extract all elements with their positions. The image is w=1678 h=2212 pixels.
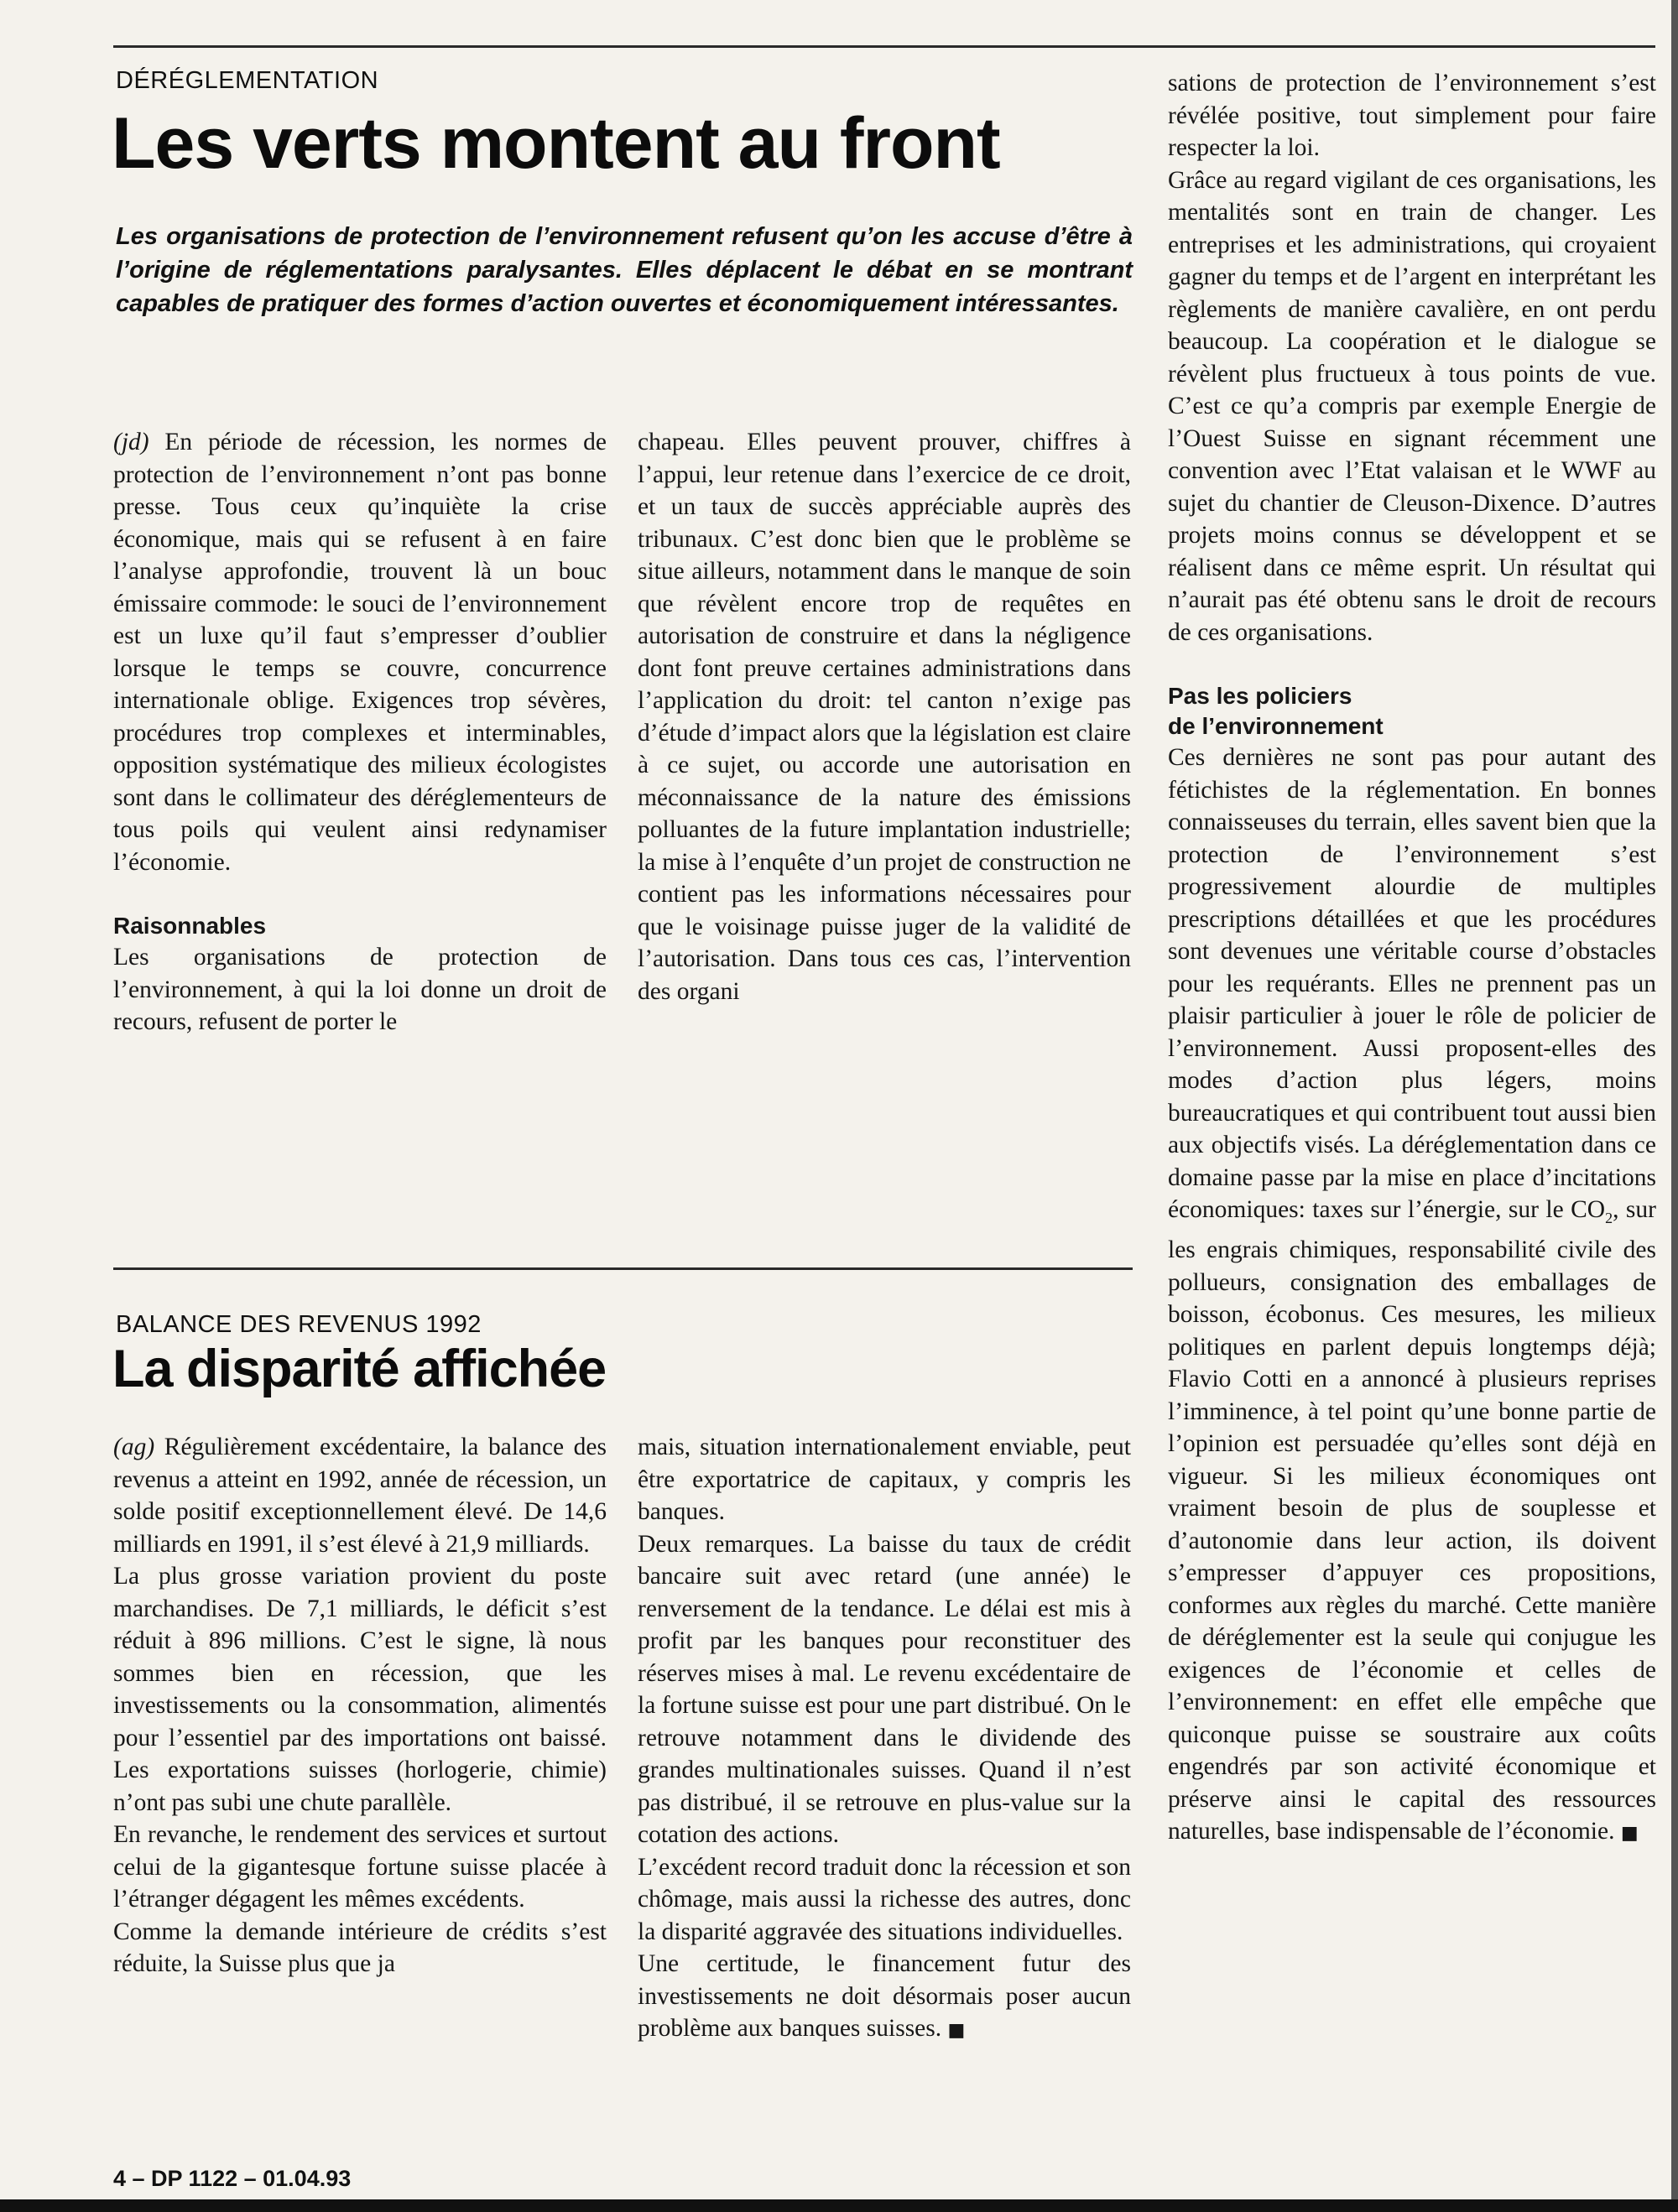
article2-paragraph-1: (ag) Régulièrement excédentaire, la balance des revenus a atteint en 1992, année de récession, un solde positif exceptionnellement élevé. De 14,6 milliards en 1991, il s’est élevé à 21,9 milliards. (113, 1434, 607, 1558)
article2-paragraph-6: L’excédent record traduit donc la récession et son chômage, mais aussi la richesse des autres, donc la disparité aggravée des situations individuelles. (638, 1853, 1131, 1945)
article1-paragraph-2b: chapeau. Elles peuvent prouver, chiffres à l’appui, leur retenue dans l’exercice de ce droit, et un taux de succès appréciable auprès des tribunaux. C’est donc bien que le problème se situe ailleurs, notamment dans le manque de soin que révèlent encore trop de requêtes en autorisation de construire et dans la négligence dont font preuve certaines administrations dans l’application du droit: tel canton n’exige pas d’étude d’impact alors que la législation est claire à ce sujet, ou accorde une autorisation en méconnaissance de la nature des émissions polluantes de la future implantation industrielle; la mise à l’enquête d’un projet de construction ne contient pas les informations nécessaires pour que le voisinage puisse juger de la validité de l’autorisation. Dans tous ces cas, l’intervention des organi (638, 429, 1131, 1005)
article2-paragraph-7: Une certitude, le financement futur des investissements ne doit désormais poser aucun problème aux banques suisses. ■ (638, 1950, 1131, 2042)
article2-column-1 (113, 1431, 607, 1980)
article1-paragraph-3: Grâce au regard vigilant de ces organisations, les mentalités sont en train de changer. Les entreprises et les administrations, qui croyaient gagner du temps et de l’argent en interprétant les règlements de manière cavalière, en ont perdu beaucoup. La coopération et le dialogue se révèlent plus fructueux à tous points de vue. C’est ce qu’a compris par exemple Energie de l’Ouest Suisse en signant récemment une convention avec l’Etat valaisan et le WWF au sujet du chantier de Cleuson-Dixence. D’autres projets moins connus se développent et se réalisent dans ce même esprit. Un résultat qui n’aurait pas été obtenu sans le droit de recours de ces organisations. (1168, 166, 1656, 646)
article2-paragraph-4b: mais, situation internationalement enviable, peut être exportatrice de capitaux, y compris les banques. (638, 1434, 1131, 1525)
top-rule (113, 45, 1655, 48)
article1-column-3 (1168, 67, 1656, 1850)
article1-column-2 (638, 426, 1131, 1007)
article2-paragraph-4a: Comme la demande intérieure de crédits s’est réduite, la Suisse plus que ja (113, 1918, 607, 1977)
article2-paragraph-2: La plus grosse variation provient du poste marchandises. De 7,1 milliards, le déficit s’est réduit à 896 millions. C’est le signe, là nous sommes bien en récession, que les investissements ou la consommation, alimentés pour l’essentiel par des importations ont baissé. Les exportations suisses (horlogerie, chimie) n’ont pas subi une chute parallèle. (113, 1563, 607, 1816)
bottom-edge (0, 2199, 1678, 2212)
end-mark-icon: ■ (1620, 1823, 1639, 1845)
article1-kicker: DÉRÉGLEMENTATION (116, 67, 379, 94)
article2-author: (ag) (113, 1434, 155, 1460)
article1-subhead-raisonnables: Raisonnables (113, 913, 267, 939)
article1-paragraph-4: Ces dernières ne sont pas pour autant des fétichistes de la réglementation. En bonnes connaisseuses du terrain, elles savent bien que la protection de l’environnement s’est progressivement alourdie de multiples prescriptions détaillées et que les procédures sont devenues une véritable course d’obstacles pour les requérants. Elles ne prennent pas un plaisir particulier à jouer le rôle de policier de l’environnement. Aussi proposent-elles des modes d’action plus légers, moins bureaucratiques et qui contribuent tout aussi bien aux objectifs visés. La déréglementation dans ce domaine passe par la mise en place d’incitations économiques: taxes sur l’énergie, sur le $CO_2$, sur les engrais chimiques, responsabilité civile des pollueurs, consignation des emballages de boisson, écobonus. Ces mesures, les milieux politiques en parlent depuis longtemps déjà; Flavio Cotti en a annoncé à plusieurs reprises l’imminence, à tel point qu’une bonne partie de l’opinion est persuadée qu’elles sont déjà en vigueur. Si les milieux économiques ont vraiment besoin de plus de souplesse et d’autonomie dans leur action, ils doivent s’empresser d’appuyer ces propositions, conformes aux règles du marché. Cette manière de déréglementer est la seule qui conjugue les exigences de l’économie et celles de l’environnement: en effet elle empêche que quiconque puisse se soustraire aux coûts engendrés par son activité économique et préserve ainsi le capital des ressources naturelles, base indispensable de l’économie. ■ (1168, 744, 1656, 1845)
article1-paragraph-1: (jd) En période de récession, les normes de protection de l’environnement n’ont pas bonne presse. Tous ceux qu’inquiète la crise économique, mais qui se refusent à en faire l’analyse approfondie, trouvent là un bouc émissaire commode: le souci de l’environnement est un luxe qu’il faut s’empresser d’oublier lorsque le temps se couvre, concurrence internationale oblige. Exigences trop sévères, procédures trop complexes et interminables, opposition systématique des milieux écologistes sont dans le collimateur des déréglementeurs de tous poils qui veulent ainsi redynamiser l’économie. (113, 429, 607, 876)
article2-paragraph-5: Deux remarques. La baisse du taux de crédit bancaire suit avec retard (une année) le renversement de la tendance. Le délai est mis à profit par les banques pour reconstituer des réserves mises à mal. Le revenu excédentaire de la fortune suisse est pour une part distribué. On le retrouve notamment dans le dividende des grandes multinationales suisses. Quand il n’est pas distribué, il se retrouve en plus-value sur la cotation des actions. (638, 1530, 1131, 1848)
article2-column-2 (638, 1431, 1131, 2048)
article2-paragraph-3: En revanche, le rendement des services et surtout celui de la gigantesque fortune suisse placée à l’étranger dégagent les mêmes excédents. (113, 1821, 607, 1913)
article1-column-1 (113, 426, 607, 1038)
article1-title: Les verts montent au front (112, 103, 1000, 184)
article2-title: La disparité affichée (112, 1340, 607, 1398)
article1-paragraph-2c: sations de protection de l’environnement s’est révélée positive, tout simplement pour faire respecter la loi. (1168, 70, 1656, 161)
end-mark-icon: ■ (947, 2020, 966, 2041)
page-edge-shadow (1671, 0, 1678, 2212)
page-footer: 4 – DP 1122 – 01.04.93 (113, 2166, 352, 2191)
article1-subhead-policiers: Pas les policiers de l’environnement (1168, 683, 1384, 739)
article1-author: (jd) (113, 429, 149, 455)
section-divider (113, 1267, 1133, 1270)
article1-paragraph-2a: Les organisations de protection de l’environnement, à qui la loi donne un droit de recours, refusent de porter le (113, 944, 607, 1035)
article2-kicker: BALANCE DES REVENUS 1992 (116, 1311, 482, 1338)
article1-lead: Les organisations de protection de l’environnement refusent qu’on les accuse d’être à l’origine de réglementations paralysantes. Elles déplacent le débat en se montrant capables de pratiquer des formes d’action ouvertes et économiquement intéressantes. (116, 223, 1133, 317)
